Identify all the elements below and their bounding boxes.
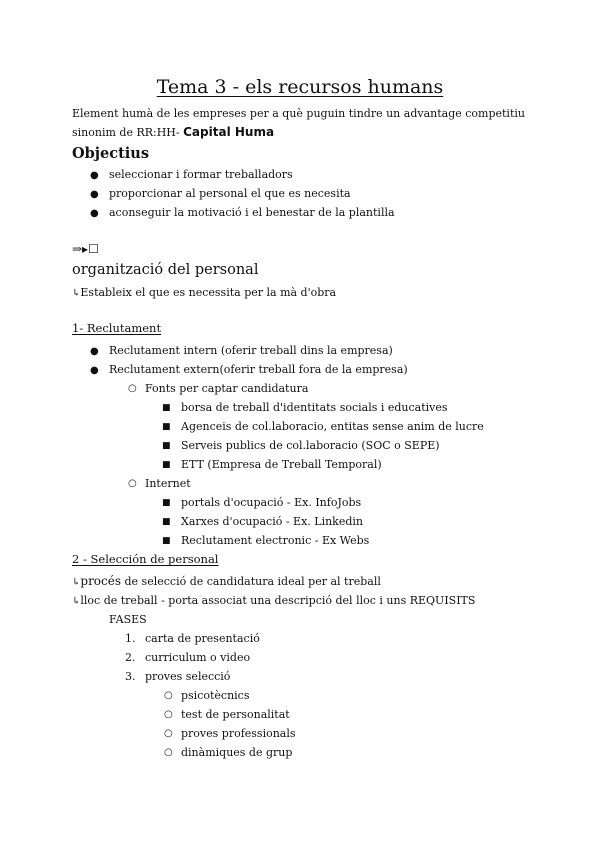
organitzacio-line [72,286,336,299]
bullet-disc-icon: ● [90,365,99,376]
intro-synonym-prefix: sinonim de RR:HH- [72,126,180,139]
fases-label: FASES [109,613,147,626]
objectiu-item: aconseguir la motivació i el benestar de la plantilla [109,206,395,219]
bullet-square-icon: ■ [162,403,171,413]
fase-number: 3. [125,670,136,683]
page-title: Tema 3 - els recursos humans [156,76,444,98]
seleccio-line-2 [72,594,475,607]
subdirectory-arrow-icon: ↳ [72,577,81,588]
prova-item: psicotècnics [181,689,250,702]
font-item: ETT (Empresa de Treball Temporal) [181,458,382,471]
reclutament-heading: 1- Reclutament [72,321,162,335]
bullet-square-icon: ■ [162,422,171,432]
bullet-circle-icon: ○ [128,478,137,489]
arrow-symbols-icon: ⇒▸☐ [72,242,99,256]
prova-item: dinàmiques de grup [181,746,293,759]
reclutament-item: Reclutament intern (oferir treball dins la empresa) [109,344,393,357]
seleccio-heading: 2 - Selección de personal [72,552,219,566]
internet-label: Internet [145,477,191,490]
seleccio-line-1 [72,574,381,588]
proces-word: procés [80,574,122,588]
seleccio-line-2-text: lloc de treball - porta associat una descripció del lloc i uns REQUISITS [80,594,476,607]
capital-huma-bold: Capital Huma [183,125,275,139]
bullet-circle-icon: ○ [164,747,173,758]
reclutament-item: Reclutament extern(oferir treball fora de la empresa) [109,363,408,376]
bullet-disc-icon: ● [90,346,99,357]
bullet-circle-icon: ○ [164,690,173,701]
fase-number: 1. [125,632,136,645]
objectiu-item: proporcionar al personal el que es necesita [109,187,351,200]
bullet-circle-icon: ○ [128,383,137,394]
organitzacio-heading: organització del personal [72,262,259,278]
fase-item: proves selecció [145,670,231,683]
objectius-heading: Objectius [72,145,149,162]
internet-item: Reclutament electronic - Ex Webs [181,534,370,547]
bullet-disc-icon: ● [90,189,99,200]
bullet-square-icon: ■ [162,441,171,451]
font-item: Serveis publics de col.laboracio (SOC o SEPE) [181,439,440,452]
fase-number: 2. [125,651,136,664]
bullet-circle-icon: ○ [164,728,173,739]
bullet-disc-icon: ● [90,208,99,219]
font-item: borsa de treball d'identitats socials i educatives [181,401,448,414]
internet-item: portals d'ocupació - Ex. InfoJobs [181,496,362,509]
fase-item: carta de presentació [145,632,260,645]
internet-item: Xarxes d'ocupació - Ex. Linkedin [181,515,363,528]
intro-line-1: Element humà de les empreses per a què puguin tindre un advantage competitiu [72,107,525,120]
subdirectory-arrow-icon: ↳ [72,288,81,299]
prova-item: test de personalitat [181,708,290,721]
bullet-circle-icon: ○ [164,709,173,720]
organitzacio-text: Estableix el que es necessita per la mà d'obra [80,286,337,299]
fonts-label: Fonts per captar candidatura [145,382,309,395]
fase-item: curriculum o video [145,651,251,664]
subdirectory-arrow-icon: ↳ [72,596,81,607]
bullet-square-icon: ■ [162,517,171,527]
intro-line-2 [72,125,274,139]
prova-item: proves professionals [181,727,296,740]
bullet-disc-icon: ● [90,170,99,181]
bullet-square-icon: ■ [162,498,171,508]
objectiu-item: seleccionar i formar treballadors [109,168,293,181]
seleccio-line-1-text: de selecció de candidatura ideal per al treball [121,575,381,588]
bullet-square-icon: ■ [162,460,171,470]
font-item: Agenceis de col.laboracio, entitas sense anim de lucre [181,420,484,433]
bullet-square-icon: ■ [162,536,171,546]
